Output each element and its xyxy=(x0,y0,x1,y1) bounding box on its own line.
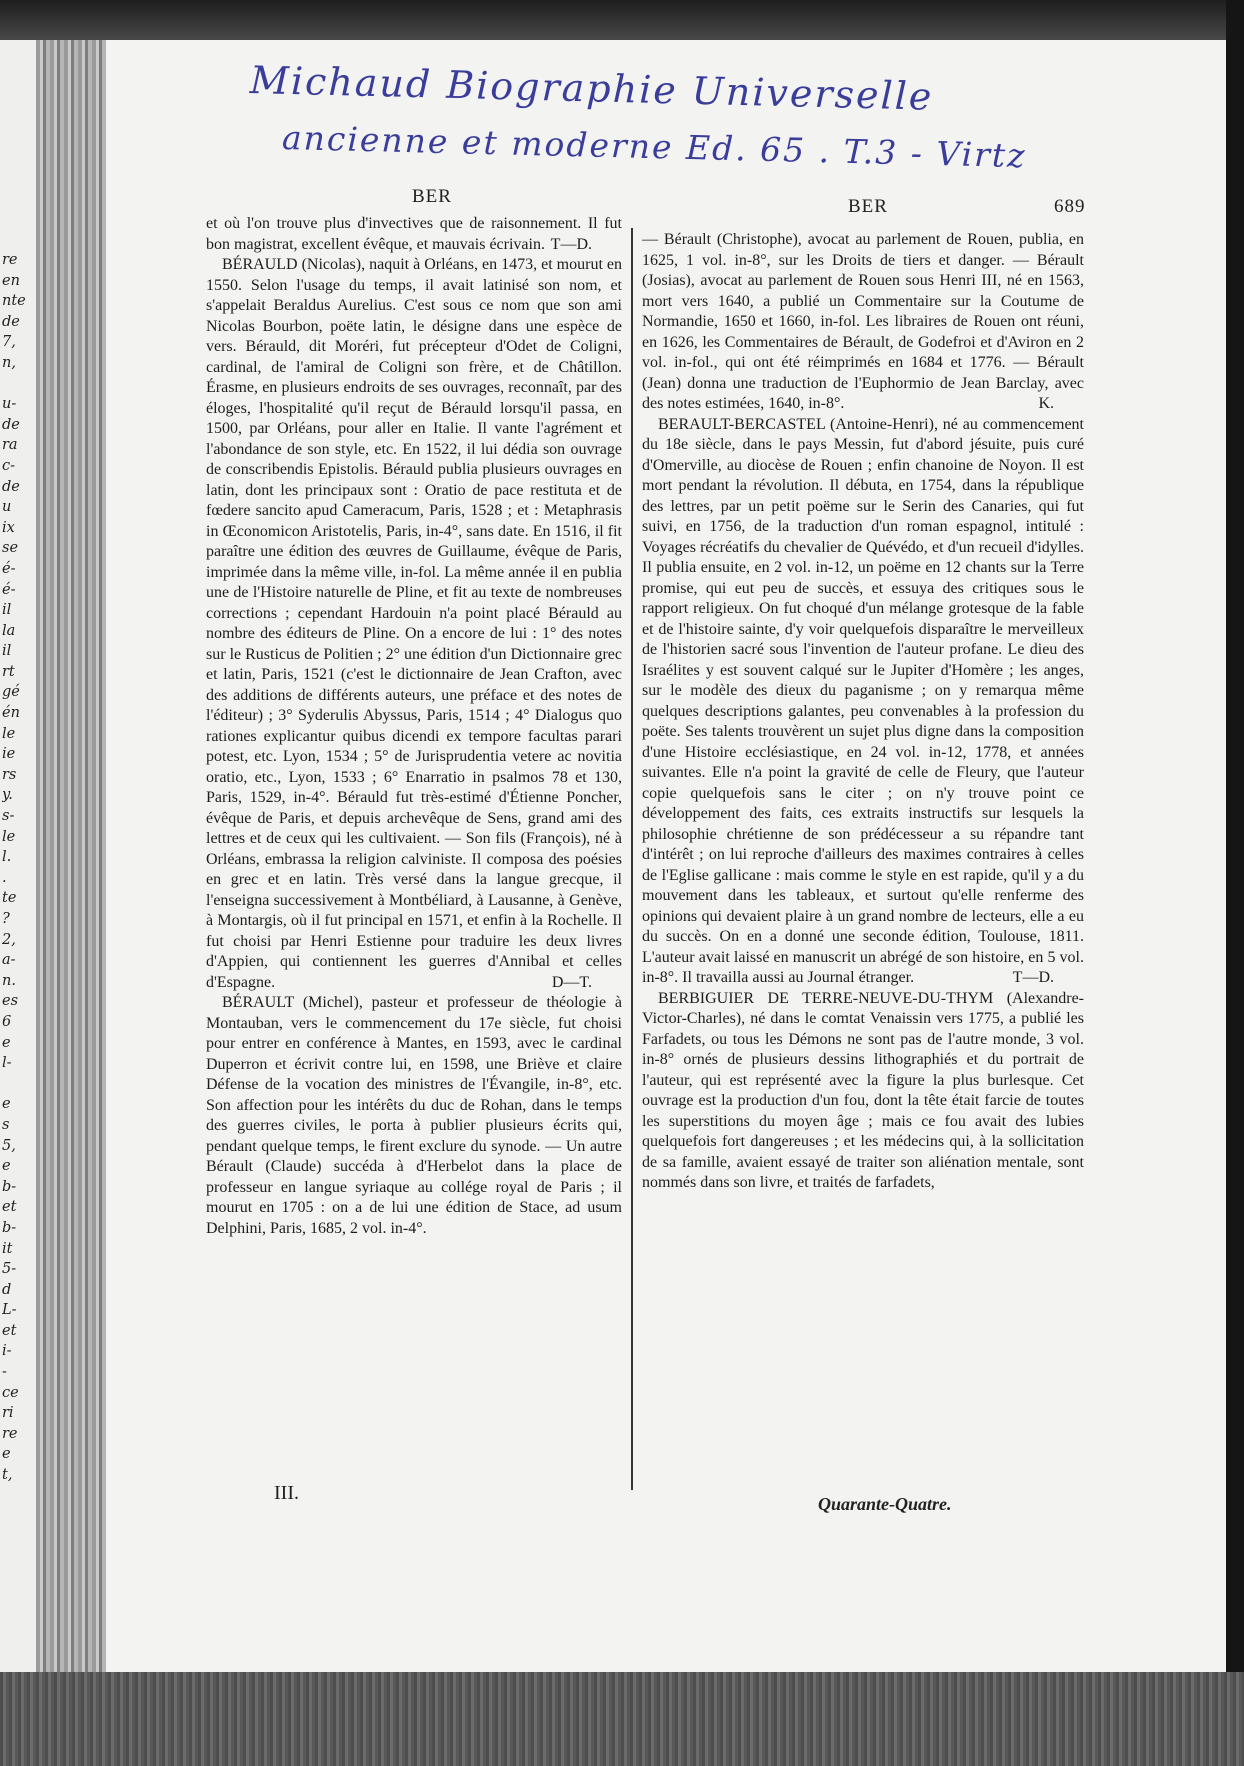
paragraph: BERAULT-BERCASTEL (Antoine-Henri), né au commencement du 18e siècle, dans le pays Messin, fut d'abord jésuite, puis curé d'Omerville, au diocèse de Rouen ; enfin chanoine de Noyon. Il est mort pendant la révolution. Il débuta, en 1754, dans la république des lettres, par un petit poëme sur le Serin des Canaries, qui fut suivi, en 1756, de la traduction d'un roman espagnol, intitulé : Voyages récréatifs du chevalier de Quévédo, et d'un recueil d'idylles. Il publia ensuite, en 2 vol. in-12, un poëme en 12 chants sur la Terre promise, qui eut peu de succès, et essuya des critiques sous le rapport religieux. On fut choqué d'un mélange grotesque de la fable et de l'histoire sainte, d'y voir quelquefois disparaître le merveilleux de l'historien sacré sous l'invention de l'auteur profane. Le dieu des Israélites y est souvent calqué sur le Jupiter d'Homère ; les anges, sur le modèle des dieux du paganisme ; on y remarqua même quelques descriptions galantes, peu convenables à la profession du poëte. Ses talents trouvèrent un sujet plus digne dans la composition d'une Histoire ecclésiastique, en 24 vol. in-12, 1778, et années suivantes. Elle n'a point la gravité de celle de Fleury, que l'auteur copie quelquefois sans le citer ; on n'y trouve point ce développement des faits, ces extraits instructifs sur lesquels la philosophie chrétienne de son prédécesseur a su répandre tant d'intérêt ; on lui reproche d'ailleurs des maximes contraires à celles de l'Eglise gallicane : mais comme le style en est rapide, qu'il y a du mouvement dans les tableaux, et surtout qu'elle renferme des opinions qui devaient plaire à un grand nombre de lecteurs, elle a eu du succès. On en a donné une seconde édition, Toulouse, 1811. L'auteur avait laissé en manuscrit un abrégé de son histoire, en 5 vol. in-8°. Il travailla aussi au Journal étranger. T—D. xyxy=(642,415,1084,989)
paragraph: BÉRAULD (Nicolas), naquit à Orléans, en 1473, et mourut en 1550. Selon l'usage du temps, il avait latinisé son nom, et s'appelait Beraldus Aurelius. C'est sous ce nom que son ami Nicolas Bourbon, poëte latin, le désigne dans une espèce de vers. Bérauld, dit Moréri, fut précepteur d'Odet de Coligni, cardinal, de l'amiral de Coligni son frère, et de Châtillon. Érasme, en plusieurs endroits de ses ouvrages, reconnaît, par des éloges, l'hospitalité qu'il reçut de Bérauld lorsqu'il passa, en 1500, par Orléans, pour aller en Italie. Il vante l'agrément et l'abondance de son style, etc. En 1522, il lui dédia son ouvrage de conscribendis Epistolis. Bérauld publia plusieurs ouvrages en latin, dont les principaux sont : Oratio de pace restituta et de fœdere sancito apud Cameracum, Paris, 1528 ; et : Metaphrasis in Œconomicon Aristotelis, Paris, in-4°, sans date. En 1516, il fit paraître une édition des œuvres de Guillaume, évêque de Paris, imprimée dans la même ville, in-fol. La même année il en publia une de l'Histoire naturelle de Pline, et fit au texte de nombreuses corrections ; cependant Hardouin n'a point placé Bérauld au nombre des éditeurs de Pline. On a encore de lui : 1° des notes sur le Rusticus de Politien ; 2° une édition d'un Dictionnaire grec et latin, Paris, 1521 (c'est le dictionnaire de Jean Crafton, avec des additions de différents auteurs, une préface et des notes de l'éditeur) ; 3° Syderulis Abyssus, Paris, 1514 ; 4° Dialogus quo rationes explicantur quibus dicendi ex tempore facultas parari potest, etc. Lyon, 1534 ; 5° de Jurisprudentia vetere ac novitia oratio, etc., Lyon, 1533 ; 6° Enarratio in psalmos 78 et 130, Paris, 1529, in-4°. Bérauld fut très-estimé d'Étienne Poncher, évêque de Paris, et depuis archevêque de Sens, grand ami des lettres et de ceux qui les cultivaient. — Son fils (François), né à Orléans, embrassa la religion calviniste. Il composa des poésies en grec et en latin. Très versé dans la langue grecque, il l'enseigna successivement à Montbéliard, à Lausanne, à Genève, à Montargis, où il fut principal en 1571, et enfin à la Rochelle. Il fut choisi par Henri Estienne pour traduire les deux livres d'Appien, qui contiennent les guerres d'Annibal et celles d'Espagne. D—T. xyxy=(206,255,622,993)
signature-mark: III. xyxy=(274,1482,299,1504)
paragraph: et où l'on trouve plus d'invectives que de raisonnement. Il fut bon magistrat, excellent évêque, et mauvais écrivain. T—D. xyxy=(206,214,622,255)
scan-right-edge xyxy=(1226,0,1244,1766)
previous-page-edge xyxy=(0,40,38,1680)
scan-bottom-edge xyxy=(0,1672,1244,1766)
page-number: 689 xyxy=(1054,196,1086,217)
previous-page-margin-text: re en nte de 7, n, u- de ra c- de u ix se é- é- il la il rt gé én le ie rs y. s- le l. . te ? 2, a- n. es 6 e l- e s 5, e b- et b- it 5- d L- et i- - ce ri re e t, xyxy=(2,252,26,1484)
catchword: Quarante-Quatre. xyxy=(818,1494,952,1514)
running-head-left: BER xyxy=(412,186,452,207)
paragraph: BERBIGUIER DE TERRE-NEUVE-DU-THYM (Alexandre-Victor-Charles), né dans le comtat Venaissin vers 1775, a publié les Farfadets, ou tous les Démons ne sont pas de l'autre monde, 3 vol. in-8° ornés de plusieurs dessins lithographiés et du portrait de l'auteur, qui est représenté avec la figure la plus burlesque. Cet ouvrage est la production d'un fou, dont la tête était farcie de toutes les superstitions du moyen âge ; mais ce fou avait des lubies quelquefois fort dangereuses ; et les médecins qui, à la sollicitation de sa famille, avaient essayé de traiter son aliénation mentale, sont nommés dans son livre, et traités de farfadets, xyxy=(642,989,1084,1191)
right-text-column xyxy=(642,230,1084,1492)
running-head-right: BER xyxy=(848,196,888,217)
scan-top-edge xyxy=(0,0,1244,42)
paragraph: BÉRAULT (Michel), pasteur et professeur de théologie à Montauban, vers le commencement du 17e siècle, fut choisi pour entrer en conférence à Mantes, en 1593, avec le cardinal Duperron et écrivit contre lui, en 1598, une Briève et claire Défense de la vocation des ministres de l'Évangile, in-8°, etc. Son affection pour les intérêts du duc de Rohan, dans le temps des guerres civiles, le porta à publier plusieurs écrits qui, pendant quelque temps, le firent exclure du synode. — Un autre Bérault (Claude) succéda à d'Herbelot dans la place de professeur en langue syriaque au collége royal de Paris ; il mourut en 1705 : on a de lui une édition de Stace, ad usum Delphini, Paris, 1685, 2 vol. in-4°. xyxy=(206,994,622,1237)
author-signature: T—D. xyxy=(1012,969,1054,986)
paragraph: — Bérault (Christophe), avocat au parlement de Rouen, publia, en 1625, 1 vol. in-8°, sur les Droits de tiers et danger. — Bérault (Josias), avocat au parlement de Rouen sous Henri III, né en 1563, mort vers 1640, a publié un Commentaire sur la Coutume de Normandie, 1650 et 1660, in-fol. Les libraires de Rouen ont réuni, en 1626, les Commentaires de Bérault, de Godefroi et d'Aviron en 2 vol. in-fol., qui ont été réimprimés en 1684 et 1776. — Bérault (Jean) donna une traduction de l'Euphormio de Jean Barclay, avec des notes estimées, 1640, in-8°. K. xyxy=(642,230,1084,415)
column-divider xyxy=(631,228,633,1490)
author-signature: K. xyxy=(1038,395,1054,412)
book-binding-gutter xyxy=(36,40,106,1680)
left-text-column xyxy=(206,214,622,1472)
handwritten-note-line-2: ancienne et moderne Ed. 65 . T.3 - Virtz xyxy=(281,118,1028,176)
handwritten-note-line-1: Michaud Biographie Universelle xyxy=(249,58,934,119)
author-signature: D—T. xyxy=(551,973,592,991)
author-signature: T—D. xyxy=(550,235,592,253)
